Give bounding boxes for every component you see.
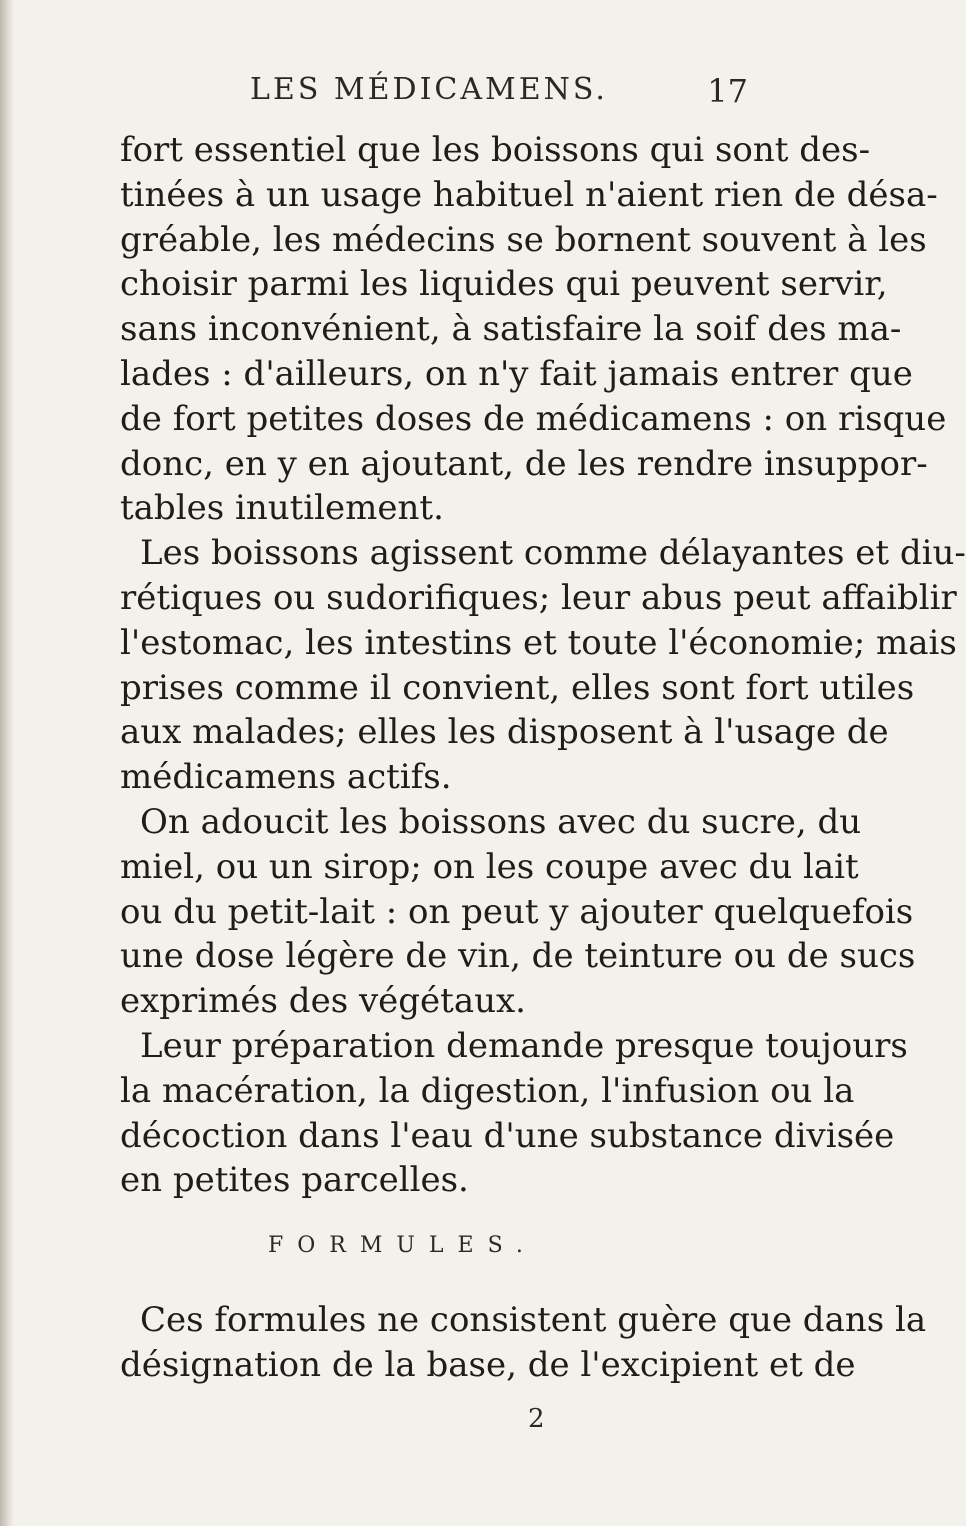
text-line: médicamens actifs. — [120, 757, 452, 798]
paragraph — [120, 128, 947, 531]
text-line: donc, en y en ajoutant, de les rendre insuppor- — [120, 443, 928, 484]
text-line: lades : d'ailleurs, on n'y fait jamais entrer que — [120, 353, 913, 394]
text-line: Ces formules ne consistent guère que dans la — [140, 1300, 927, 1340]
text-line: Les boissons agissent comme délayantes et diu- — [140, 533, 966, 574]
paragraph — [120, 1024, 908, 1203]
body-text — [120, 128, 966, 1203]
text-line: On adoucit les boissons avec du sucre, du — [140, 801, 862, 842]
text-line: miel, ou un sirop; on les coupe avec du lait — [120, 846, 859, 887]
formula-paragraph — [120, 1298, 927, 1388]
text-line: une dose légère de vin, de teinture ou de sucs — [120, 936, 916, 977]
signature-mark: 2 — [528, 1404, 545, 1434]
text-line: gréable, les médecins se bornent souvent à les — [120, 219, 927, 260]
text-line: sans inconvénient, à satisfaire la soif des ma- — [120, 309, 902, 350]
text-line: la macération, la digestion, l'infusion ou la — [120, 1070, 855, 1111]
text-line: prises comme il convient, elles sont fort utiles — [120, 667, 915, 708]
paragraph — [120, 531, 966, 800]
section-heading: FORMULES. — [268, 1233, 537, 1258]
page-binding-edge — [0, 0, 14, 1526]
text-line: décoction dans l'eau d'une substance divisée — [120, 1115, 895, 1156]
page-number: 17 — [707, 72, 748, 110]
text-line: ou du petit-lait : on peut y ajouter quelquefois — [120, 891, 914, 932]
text-line: Leur préparation demande presque toujours — [140, 1025, 908, 1066]
text-line: exprimés des végétaux. — [120, 981, 526, 1022]
text-line: rétiques ou sudorifiques; leur abus peut affaiblir — [120, 577, 957, 618]
text-line: fort essentiel que les boissons qui sont des- — [120, 130, 871, 170]
text-line: désignation de la base, de l'excipient et de — [120, 1345, 856, 1385]
text-line: de fort petites doses de médicamens : on risque — [120, 398, 947, 439]
text-line: choisir parmi les liquides qui peuvent servir, — [120, 264, 888, 305]
paragraph — [120, 800, 916, 1024]
text-line: tinées à un usage habituel n'aient rien de désa- — [120, 174, 938, 215]
text-line: tables inutilement. — [120, 488, 444, 529]
text-line: en petites parcelles. — [120, 1160, 469, 1201]
page-header — [250, 72, 748, 116]
text-line: aux malades; elles les disposent à l'usage de — [120, 712, 889, 753]
text-line: l'estomac, les intestins et toute l'économie; mais — [120, 622, 957, 663]
running-title: LES MÉDICAMENS. — [250, 72, 608, 107]
